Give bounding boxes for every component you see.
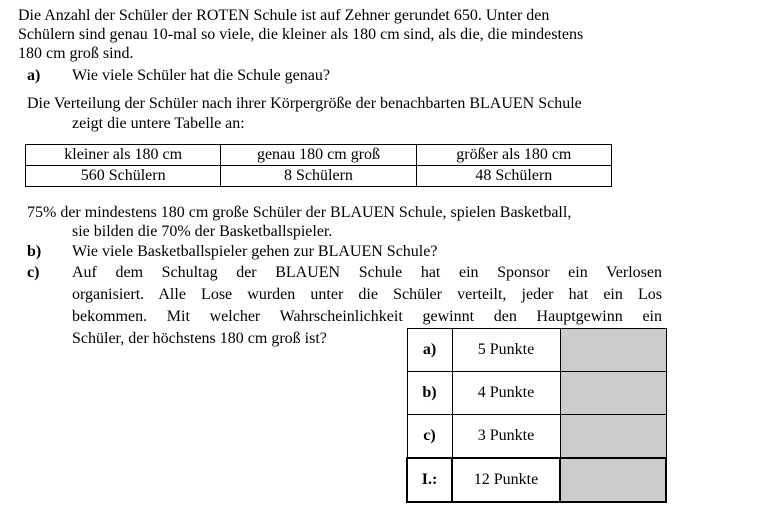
header-cell-exact: genau 180 cm groß [221, 145, 416, 166]
intro-line-2: Schülern sind genau 10-mal so viele, die kleiner als 180 cm sind, als die, die mindestens [18, 26, 584, 43]
blue-line-2: zeigt die untere Tabelle an: [72, 115, 245, 132]
header-cell-larger: größer als 180 cm [416, 145, 611, 166]
question-c-line-3: bekommen. Mit welcher Wahrscheinlichkeit gewinnt den Hauptgewinn ein [72, 308, 662, 325]
value-cell-smaller: 560 Schülern [26, 166, 221, 187]
score-box-a [560, 329, 666, 372]
points-row-c [407, 415, 666, 459]
question-c-label: c) [27, 264, 40, 281]
points-row-a [407, 329, 666, 372]
score-box-total [560, 458, 666, 502]
points-label-a: a) [407, 329, 452, 372]
question-a-label: a) [27, 67, 41, 84]
question-b-label: b) [27, 243, 42, 260]
intro-line-3: 180 cm groß sind. [18, 45, 134, 62]
value-cell-larger: 48 Schülern [416, 166, 611, 187]
score-box-c [560, 415, 666, 459]
value-cell-exact: 8 Schülern [221, 166, 416, 187]
score-box-b [560, 372, 666, 415]
blue-line-1: Die Verteilung der Schüler nach ihrer Körpergröße der benachbarten BLAUEN Schule [27, 95, 582, 112]
question-a-text: Wie viele Schüler hat die Schule genau? [72, 67, 330, 84]
points-value-c: 3 Punkte [452, 415, 560, 459]
basket-line-1: 75% der mindestens 180 cm große Schüler der BLAUEN Schule, spielen Basketball, [27, 204, 572, 221]
points-value-b: 4 Punkte [452, 372, 560, 415]
points-label-c: c) [407, 415, 452, 459]
distribution-table [25, 144, 612, 187]
intro-line-1: Die Anzahl der Schüler der ROTEN Schule ist auf Zehner gerundet 650. Unter den [18, 7, 550, 24]
header-cell-smaller: kleiner als 180 cm [26, 145, 221, 166]
points-row-b [407, 372, 666, 415]
question-b-text: Wie viele Basketballspieler gehen zur BLAUEN Schule? [72, 243, 438, 260]
points-label-total: I.: [407, 458, 452, 502]
points-row-total [407, 458, 666, 502]
distribution-header-row [26, 145, 612, 166]
basket-line-2: sie bilden die 70% der Basketballspieler. [72, 223, 333, 240]
points-table [406, 328, 667, 503]
question-c-line-1: Auf dem Schultag der BLAUEN Schule hat ein Sponsor ein Verlosen [72, 264, 662, 281]
points-label-b: b) [407, 372, 452, 415]
question-c-line-4: Schüler, der höchstens 180 cm groß ist? [72, 330, 327, 347]
points-value-a: 5 Punkte [452, 329, 560, 372]
distribution-value-row [26, 166, 612, 187]
question-c-line-2: organisiert. Alle Lose wurden unter die Schüler verteilt, jeder hat ein Los [72, 286, 662, 303]
points-value-total: 12 Punkte [452, 458, 560, 502]
